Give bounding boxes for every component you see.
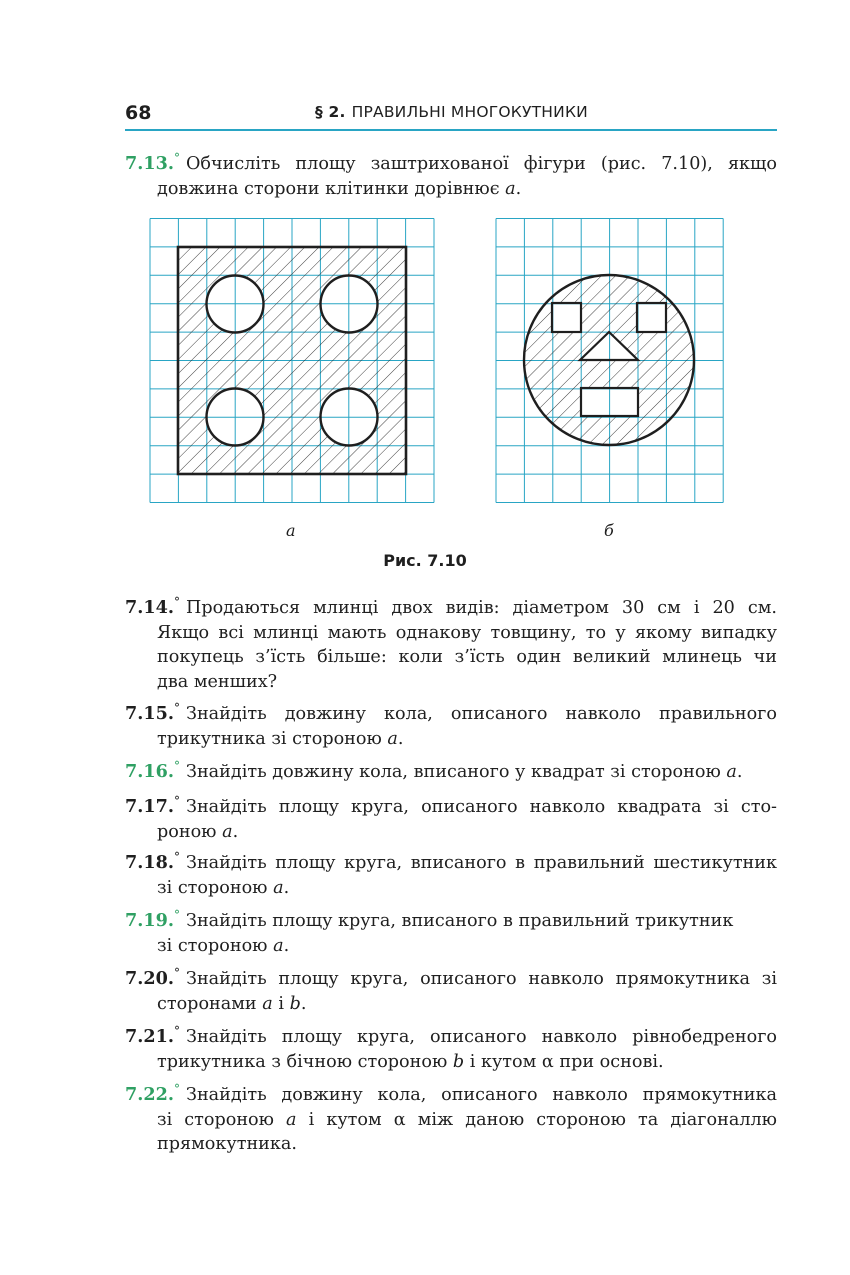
page-number: 68: [125, 102, 152, 124]
problem-7-19: [125, 909, 777, 958]
section-title-text: ПРАВИЛЬНІ МНОГОКУТНИКИ: [351, 103, 588, 121]
problem-text-line: 7.16.° Знайдіть довжину кола, вписаного у квадрат зі стороною a.: [125, 759, 743, 782]
difficulty-mark: °: [173, 908, 180, 923]
problem-number: 7.13.°: [125, 151, 180, 174]
problem-number: 7.16.°: [125, 759, 180, 782]
difficulty-mark: °: [173, 850, 180, 865]
difficulty-mark: °: [173, 794, 180, 809]
problem-7-21: [125, 1025, 777, 1074]
problem-number: 7.20.°: [125, 966, 180, 989]
problem-text-line: трикутника з бічною стороною b і кутом α при основі.: [157, 1051, 664, 1072]
difficulty-mark: °: [173, 1082, 180, 1097]
problem-text-line: 7.17.° Знайдіть площу круга, описаного навколо квадрата зі сто-: [125, 794, 777, 817]
figure-b: [496, 219, 723, 503]
problem-text-line: прямокутника.: [157, 1134, 297, 1154]
problem-7-15: [125, 702, 777, 751]
problem-number: 7.19.°: [125, 908, 180, 931]
problem-text-line: 7.15.° Знайдіть довжину кола, описаного навколо правильного: [125, 701, 777, 724]
problem-number: 7.18.°: [125, 850, 180, 873]
problem-text-line: 7.14.° Продаються млинці двох видів: діаметром 30 см і 20 см.: [125, 595, 777, 618]
problem-text-line: 7.19.° Знайдіть площу круга, вписаного в правильний трикутник: [125, 908, 734, 931]
problem-text-line: зі стороною a.: [157, 935, 290, 956]
problem-number: 7.17.°: [125, 794, 180, 817]
problem-text-line: 7.20.° Знайдіть площу круга, описаного навколо прямокутника зі: [125, 966, 777, 989]
problem-number: 7.14.°: [125, 595, 180, 618]
problem-text-line: 7.18.° Знайдіть площу круга, вписаного в правильний шестикутник: [125, 850, 777, 873]
problem-text-line: Якщо всі млинці мають однакову товщину, то у якому випадку: [157, 622, 777, 643]
figure-7-10: [0, 0, 850, 600]
problem-number: 7.21.°: [125, 1024, 180, 1047]
figure-a: [150, 219, 434, 503]
problem-number: 7.15.°: [125, 701, 180, 724]
difficulty-mark: °: [173, 1024, 180, 1039]
problem-text-line: покупець з’їсть більше: коли з’їсть один великий млинець чи: [157, 647, 777, 667]
figure-caption: Рис. 7.10: [383, 551, 467, 570]
difficulty-mark: °: [173, 701, 180, 716]
problem-text-line: сторонами a і b.: [157, 993, 307, 1014]
figure-b-label: б: [604, 521, 614, 540]
problem-text-line: довжина сторони клітинки дорівнює a.: [157, 178, 522, 199]
problem-text-line: роною a.: [157, 821, 239, 842]
section-number: § 2.: [315, 103, 346, 121]
difficulty-mark: °: [173, 595, 180, 610]
problem-text-line: зі стороною a.: [157, 877, 290, 898]
problem-7-16: [125, 760, 777, 785]
problem-7-20: [125, 967, 777, 1016]
problem-7-17: [125, 795, 777, 844]
problem-7-14: [125, 596, 777, 694]
problem-7-18: [125, 851, 777, 900]
figure-a-label: а: [286, 521, 296, 540]
difficulty-mark: °: [173, 966, 180, 981]
problem-number: 7.22.°: [125, 1082, 180, 1105]
hatched-square: [178, 247, 406, 474]
problem-text-line: 7.13.° Обчисліть площу заштрихованої фігури (рис. 7.10), якщо: [125, 151, 777, 174]
difficulty-mark: °: [173, 151, 180, 166]
problem-text-line: 7.21.° Знайдіть площу круга, описаного навколо рівнобедреного: [125, 1024, 777, 1047]
problem-text-line: трикутника зі стороною a.: [157, 728, 404, 749]
difficulty-mark: °: [173, 759, 180, 774]
problem-text-line: зі стороною a і кутом α між даною стороною та діагоналлю: [157, 1109, 777, 1130]
problem-text-line: 7.22.° Знайдіть довжину кола, описаного навколо прямокутника: [125, 1082, 777, 1105]
problem-text-line: два менших?: [157, 671, 278, 692]
problem-7-22: [125, 1083, 777, 1157]
